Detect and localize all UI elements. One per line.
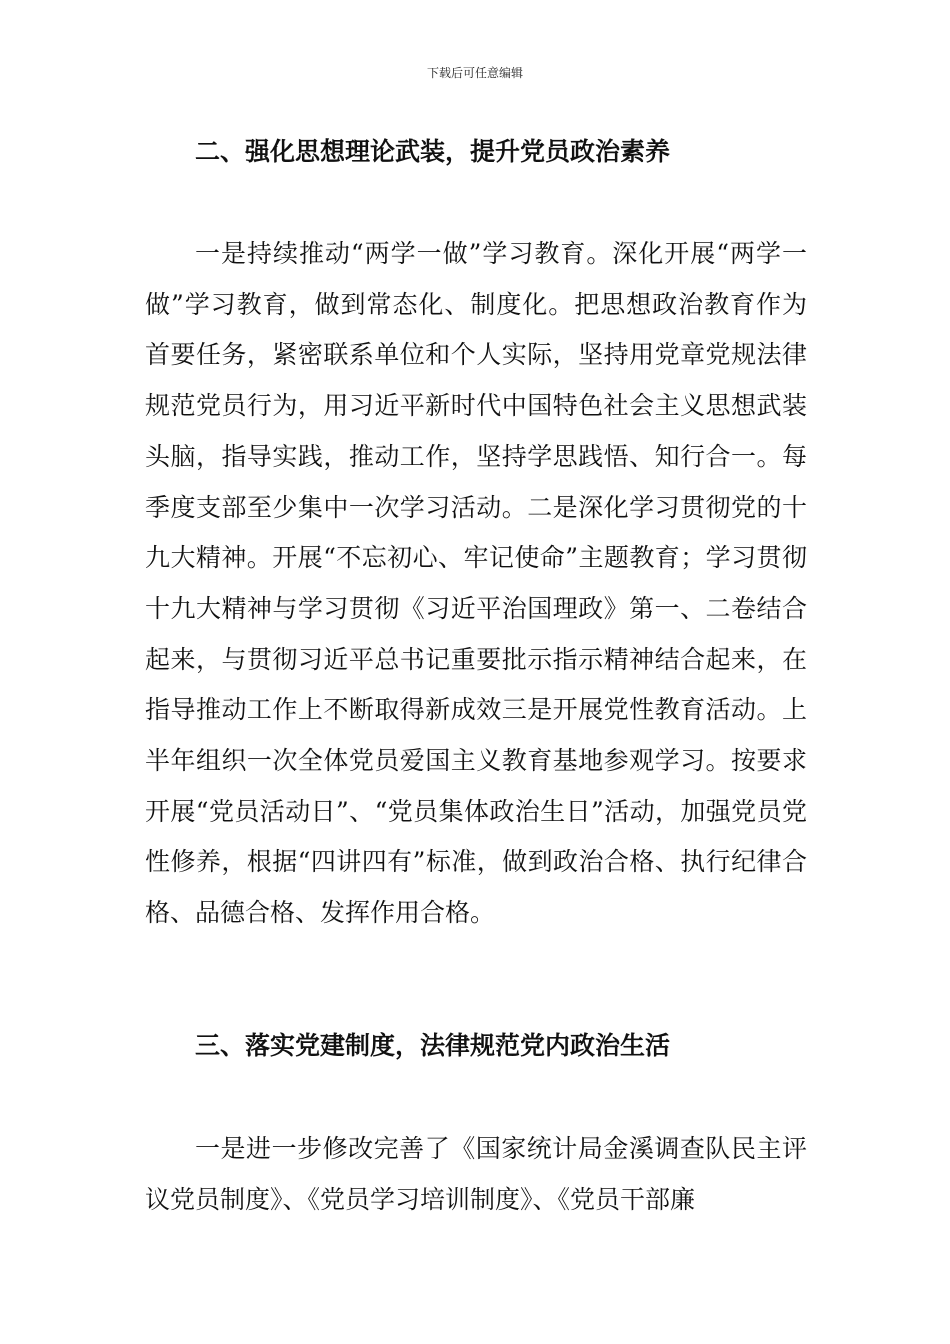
section-heading-3: 三、落实党建制度，法律规范党内政治生活 — [195, 1031, 671, 1060]
section-paragraph-2: 一是持续推动“两学一做”学习教育。深化开展“两学一做”学习教育，做到常态化、制度化。把思想政治教育作为首要任务，紧密联系单位和个人实际，坚持用党章党规法律规范党员行为，用习近平新时代中国特色社会主义思想武装头脑，指导实践，推动工作，坚持学思践悟、知行合一。每季度支部至少集中一次学习活动。二是深化学习贯彻党的十九大精神。开展“不忘初心、牢记使命”主题教育；学习贯彻十九大精神与学习贯彻《习近平治国理政》第一、二卷结合起来，与贯彻习近平总书记重要批示指示精神结合起来，在指导推动工作上不断取得新成效三是开展党性教育活动。上半年组织一次全体党员爱国主义教育基地参观学习。按要求开展“党员活动日”、“党员集体政治生日”活动，加强党员党性修养，根据“四讲四有”标准，做到政治合格、执行纪律合格、品德合格、发挥作用合格。 — [145, 239, 807, 928]
page-header-note: 下载后可任意编辑 — [426, 66, 523, 80]
section-paragraph-3: 一是进一步修改完善了《国家统计局金溪调查队民主评议党员制度》、《党员学习培训制度》、《党员干部廉 — [145, 1134, 807, 1214]
section-heading-2: 二、强化思想理论武装，提升党员政治素养 — [195, 137, 671, 166]
